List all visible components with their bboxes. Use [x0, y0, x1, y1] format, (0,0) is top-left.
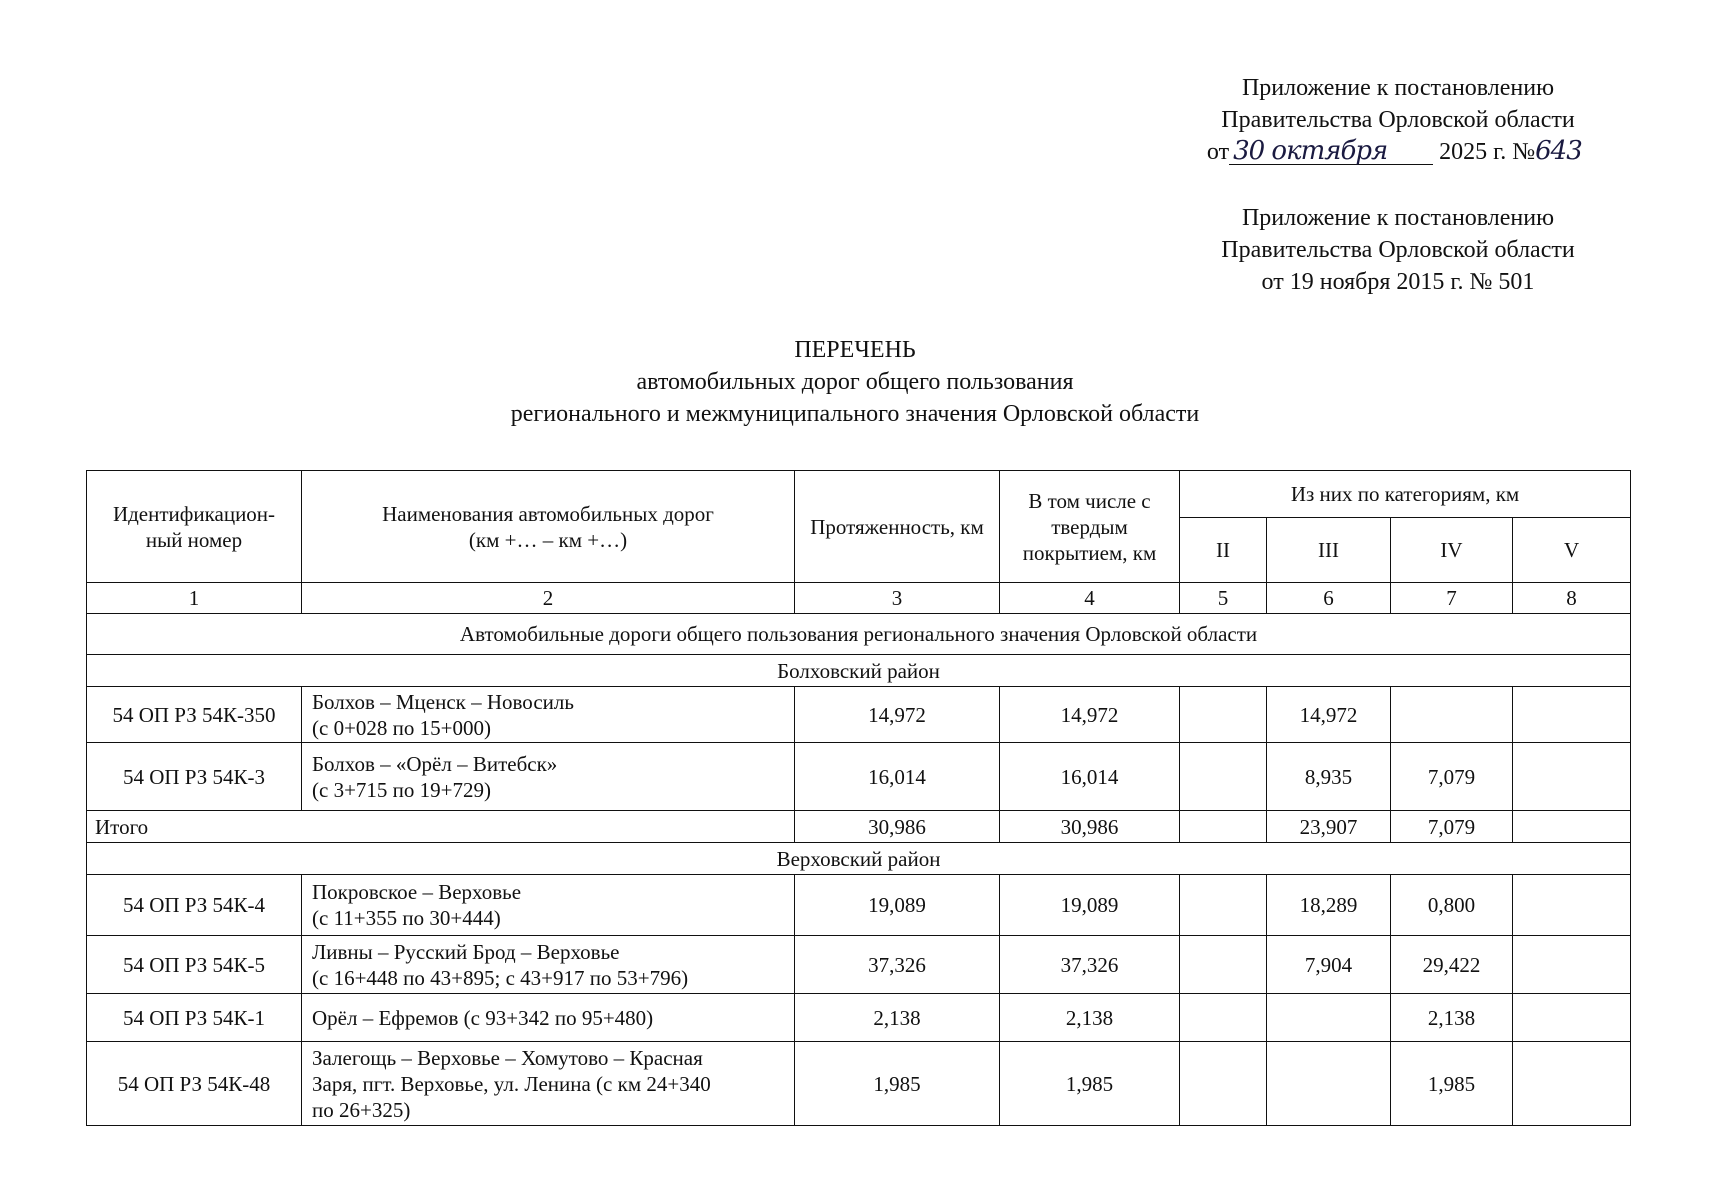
road-name [302, 875, 795, 936]
road-id: 54 ОП РЗ 54К-350 [87, 687, 302, 743]
road-id: 54 ОП РЗ 54К-4 [87, 875, 302, 936]
header-categories: Из них по категориям, км [1180, 471, 1631, 518]
column-number: 2 [302, 583, 795, 614]
road-name-line: Орёл – Ефремов (с 93+342 по 95+480) [312, 1005, 654, 1030]
road-cat-ii [1180, 936, 1267, 994]
road-length: 19,089 [795, 875, 1000, 936]
road-name [302, 743, 795, 811]
date-prefix: от [1206, 139, 1230, 165]
handwritten-date: 30 октября [1229, 138, 1433, 165]
header-cat-iii: III [1267, 518, 1391, 583]
road-name-line: Болхов – Мценск – Новосиль [312, 689, 574, 714]
road-cat-v [1513, 687, 1631, 743]
road-cat-iv [1391, 687, 1513, 743]
original-resolution-header [1178, 202, 1618, 298]
road-paved: 2,138 [1000, 994, 1180, 1042]
road-paved: 14,972 [1000, 687, 1180, 743]
road-name [302, 994, 795, 1042]
road-name-line: Болхов – «Орёл – Витебск» [312, 751, 558, 776]
header-cat-v: V [1513, 518, 1631, 583]
header-name-line: (км +… – км +…) [468, 527, 628, 552]
header-line: Правительства Орловской области [1221, 107, 1575, 133]
table-row [87, 743, 1631, 811]
current-resolution-header [1178, 72, 1618, 168]
road-cat-ii [1180, 994, 1267, 1042]
district-name: Болховский район [87, 655, 1631, 687]
header-line: Приложение к постановлению [1241, 205, 1555, 231]
road-length: 14,972 [795, 687, 1000, 743]
road-cat-v [1513, 1042, 1631, 1126]
total-paved: 30,986 [1000, 811, 1180, 843]
title-line: автомобильных дорог общего пользования [636, 369, 1074, 395]
total-row [87, 811, 1631, 843]
road-cat-ii [1180, 687, 1267, 743]
title-line: регионального и межмуниципального значения Орловской области [510, 401, 1200, 427]
road-cat-iv: 29,422 [1391, 936, 1513, 994]
road-cat-v [1513, 743, 1631, 811]
road-id: 54 ОП РЗ 54К-3 [87, 743, 302, 811]
road-name [302, 687, 795, 743]
header-date-line [1178, 136, 1618, 168]
road-cat-v [1513, 994, 1631, 1042]
road-cat-iv: 2,138 [1391, 994, 1513, 1042]
road-name-line: Ливны – Русский Брод – Верховье [312, 939, 620, 964]
total-cat-iv: 7,079 [1391, 811, 1513, 843]
column-number: 7 [1391, 583, 1513, 614]
column-number: 4 [1000, 583, 1180, 614]
section-row [87, 614, 1631, 655]
road-length: 16,014 [795, 743, 1000, 811]
header-line: Правительства Орловской области [1221, 237, 1575, 263]
road-paved: 16,014 [1000, 743, 1180, 811]
header-cat-ii: II [1180, 518, 1267, 583]
road-paved: 37,326 [1000, 936, 1180, 994]
road-cat-iii: 8,935 [1267, 743, 1391, 811]
road-name-line: (с 16+448 по 43+895; с 43+917 по 53+796) [312, 965, 689, 990]
district-name: Верховский район [87, 843, 1631, 875]
road-cat-iii: 18,289 [1267, 875, 1391, 936]
section-title: Автомобильные дороги общего пользования регионального значения Орловской области [87, 614, 1631, 655]
header-paved: В том числе с твердым покрытием, км [1000, 471, 1180, 583]
total-cat-ii [1180, 811, 1267, 843]
table-row [87, 687, 1631, 743]
total-cat-v [1513, 811, 1631, 843]
road-id: 54 ОП РЗ 54К-1 [87, 994, 302, 1042]
road-length: 2,138 [795, 994, 1000, 1042]
table-row [87, 1042, 1631, 1126]
header-cat-iv: IV [1391, 518, 1513, 583]
road-cat-v [1513, 875, 1631, 936]
total-length: 30,986 [795, 811, 1000, 843]
column-number: 3 [795, 583, 1000, 614]
road-length: 1,985 [795, 1042, 1000, 1126]
road-name [302, 1042, 795, 1126]
road-name-line: Залегощь – Верховье – Хомутово – Красная [312, 1045, 703, 1070]
road-name-line: Заря, пгт. Верховье, ул. Ленина (с км 24+340 [312, 1071, 711, 1096]
road-paved: 1,985 [1000, 1042, 1180, 1126]
year-text: 2025 г. № [1439, 139, 1536, 165]
road-paved: 19,089 [1000, 875, 1180, 936]
header-line: от 19 ноября 2015 г. № 501 [1261, 269, 1535, 295]
road-cat-iii: 7,904 [1267, 936, 1391, 994]
road-id: 54 ОП РЗ 54К-5 [87, 936, 302, 994]
road-cat-ii [1180, 875, 1267, 936]
roads-table [86, 470, 1631, 1126]
road-name-line: Покровское – Верховье [312, 880, 522, 904]
column-number: 8 [1513, 583, 1631, 614]
road-id: 54 ОП РЗ 54К-48 [87, 1042, 302, 1126]
road-cat-iv: 0,800 [1391, 875, 1513, 936]
column-number: 5 [1180, 583, 1267, 614]
road-cat-iv: 1,985 [1391, 1042, 1513, 1126]
road-cat-ii [1180, 1042, 1267, 1126]
road-cat-v [1513, 936, 1631, 994]
column-number-row [87, 583, 1631, 614]
road-length: 37,326 [795, 936, 1000, 994]
header-id: Идентификацион-ный номер [87, 471, 302, 583]
road-cat-iv: 7,079 [1391, 743, 1513, 811]
header-line: Приложение к постановлению [1241, 75, 1555, 101]
road-cat-ii [1180, 743, 1267, 811]
road-name-line: (с 11+355 по 30+444) [312, 906, 501, 930]
header-length: Протяженность, км [795, 471, 1000, 583]
road-name-line: по 26+325) [312, 1097, 411, 1122]
road-name [302, 936, 795, 994]
column-number: 1 [87, 583, 302, 614]
road-cat-iii [1267, 1042, 1391, 1126]
road-cat-iii [1267, 994, 1391, 1042]
district-row [87, 655, 1631, 687]
header-name [302, 471, 795, 583]
document-title [0, 334, 1710, 430]
road-name-line: (с 0+028 по 15+000) [312, 715, 491, 740]
total-label: Итого [87, 811, 795, 843]
table-row [87, 875, 1631, 936]
district-row [87, 843, 1631, 875]
handwritten-number: 643 [1535, 136, 1582, 166]
road-cat-iii: 14,972 [1267, 687, 1391, 743]
title-line: ПЕРЕЧЕНЬ [794, 337, 916, 363]
road-name-line: (с 3+715 по 19+729) [312, 777, 491, 802]
table-row [87, 936, 1631, 994]
table-row [87, 994, 1631, 1042]
column-number: 6 [1267, 583, 1391, 614]
header-name-line: Наименования автомобильных дорог [382, 501, 714, 526]
total-cat-iii: 23,907 [1267, 811, 1391, 843]
